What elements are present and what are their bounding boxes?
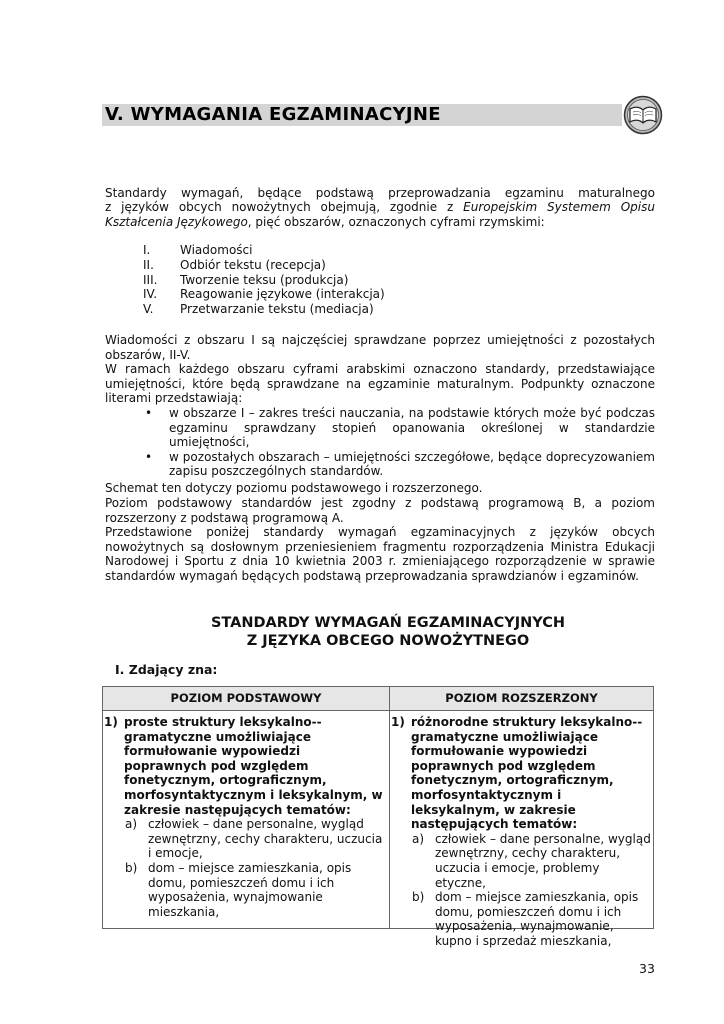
list-item (104, 861, 386, 919)
area-number: V. (143, 302, 154, 317)
intro-line-1: Standardy wymagań, będące podstawą przeprowadzania egzaminu maturalnego (105, 186, 655, 200)
section-label: I. Zdający zna: (115, 662, 218, 677)
standard-heading-text: proste struktury leksykalno--gramatyczne umożliwiające formułowanie wypowiedzi poprawnych pod względem fonetycznym, ortograficznym, morfosyntaktycznym i leksykalnym, w zakresie następujących tematów: (124, 715, 383, 817)
list-item (145, 450, 655, 479)
list-item (143, 243, 385, 258)
standard-number: 1) (104, 715, 118, 729)
item-letter: b) (125, 860, 138, 875)
table-header (103, 687, 653, 711)
bullet-text: w obszarze I – zakres treści nauczania, na podstawie których może być podczas egzaminu sprawdzany stopień opanowania określonej w standardzie umiejętności, (169, 406, 655, 450)
column-header-extended: POZIOM ROZSZERZONY (445, 691, 598, 705)
item-text: dom – miejsce zamieszkania, opis domu, pomieszczeń domu i ich wyposażenia, wynajmowanie mieszkania, (148, 860, 352, 919)
item-text: człowiek – dane personalne, wygląd zewnętrzny, cechy charakteru, uczucia i emocje, (148, 817, 383, 861)
intro-line-3-italic: Kształcenia Językowego (105, 215, 248, 229)
list-item (143, 273, 385, 288)
area-label: Wiadomości (180, 243, 253, 257)
bullet-list (145, 406, 655, 479)
item-text: człowiek – dane personalne, wygląd zewnętrzny, cechy charakteru, uczucia i emocje, problemy etyczne, (435, 831, 651, 890)
list-item (145, 406, 655, 450)
intro-line-2-text: z języków obcych nowożytnych obejmują, zgodnie z (105, 200, 464, 214)
list-item (391, 890, 653, 948)
intro-line-3-text: , pięć obszarów, oznaczonych cyframi rzymskimi: (247, 215, 545, 229)
item-text: dom – miejsce zamieszkania, opis domu, pomieszczeń domu i ich wyposażenia, wynajmowanie, kupno i sprzedaż mieszkania, (435, 890, 639, 948)
standards-title-line-2: Z JĘZYKA OBCEGO NOWOŻYTNEGO (246, 633, 530, 649)
paragraph-standards: W ramach każdego obszaru cyframi arabskimi oznaczono standardy, przedstawiające umiejętności, które będą sprawdzane na egzaminie maturalnym. Podpunkty oznaczone literami przedstawiają: (105, 362, 655, 406)
bullet-icon: • (145, 406, 153, 420)
item-letter: b) (412, 890, 425, 905)
bullet-icon: • (145, 449, 153, 464)
area-label: Reagowanie językowe (interakcja) (180, 287, 385, 302)
standard-heading (104, 715, 386, 817)
area-number: IV. (143, 287, 158, 302)
column-header-basic: POZIOM PODSTAWOWY (170, 691, 322, 705)
area-number: III. (143, 272, 158, 287)
list-item (391, 832, 653, 890)
standard-number: 1) (391, 715, 405, 729)
standard-heading-text: różnorodne struktury leksykalno--gramatyczne umożliwiające formułowanie wypowiedzi poprawnych pod względem fonetycznym, ortograficznym, morfosyntaktycznym i leksykalnym, w zakresie następujących tematów: (411, 715, 643, 832)
area-label: Przetwarzanie tekstu (mediacja) (180, 302, 374, 317)
area-label: Odbiór tekstu (recepcja) (180, 257, 326, 272)
standards-table (102, 686, 654, 948)
area-number: II. (143, 257, 154, 272)
standards-title-line-1: STANDARDY WYMAGAŃ EGZAMINACYJNYCH (210, 615, 566, 631)
column-divider (389, 687, 390, 928)
book-icon (623, 95, 663, 135)
areas-list (143, 243, 385, 317)
table-cell-basic (104, 715, 386, 919)
table-cell-extended (391, 715, 653, 949)
bullet-text: w pozostałych obszarach – umiejętności szczegółowe, będące doprecyzowaniem zapisu poszczególnych standardów. (169, 449, 655, 479)
area-number: I. (143, 243, 151, 257)
intro-line-3 (105, 215, 655, 230)
list-item (143, 258, 385, 273)
item-letter: a) (412, 831, 425, 846)
list-item (104, 817, 386, 861)
chapter-title: V. WYMAGANIA EGZAMINACYJNE (105, 104, 441, 125)
intro-line-2-italic: Europejskim Systemem Opisu (463, 200, 655, 214)
page-number: 33 (639, 961, 655, 976)
paragraph-scheme: Schemat ten dotyczy poziomu podstawowego i rozszerzonego. (105, 481, 483, 495)
standard-heading (391, 715, 653, 832)
area-label: Tworzenie teksu (produkcja) (180, 272, 349, 287)
item-letter: a) (125, 817, 138, 832)
list-item (143, 302, 385, 317)
paragraph-areas: Wiadomości z obszaru I są najczęściej sprawdzane poprzez umiejętności z pozostałych obszarów, II-V. (105, 333, 655, 362)
intro-line-2 (105, 200, 655, 215)
list-item (143, 287, 385, 302)
paragraph-regulation: Przedstawione poniżej standardy wymagań egzaminacyjnych z języków obcych nowożytnych są dosłownym przeniesieniem fragmentu rozporządzenia Ministra Edukacji Narodowej i Sportu z dnia 10 kwietnia 2003 r. zmieniającego rozporządzenie w sprawie standardów wymagań będących podstawą przeprowadzania sprawdzianów i egzaminów. (105, 525, 655, 583)
paragraph-levels: Poziom podstawowy standardów jest zgodny z podstawą programową B, a poziom rozszerzony z podstawą programową A. (105, 496, 655, 525)
